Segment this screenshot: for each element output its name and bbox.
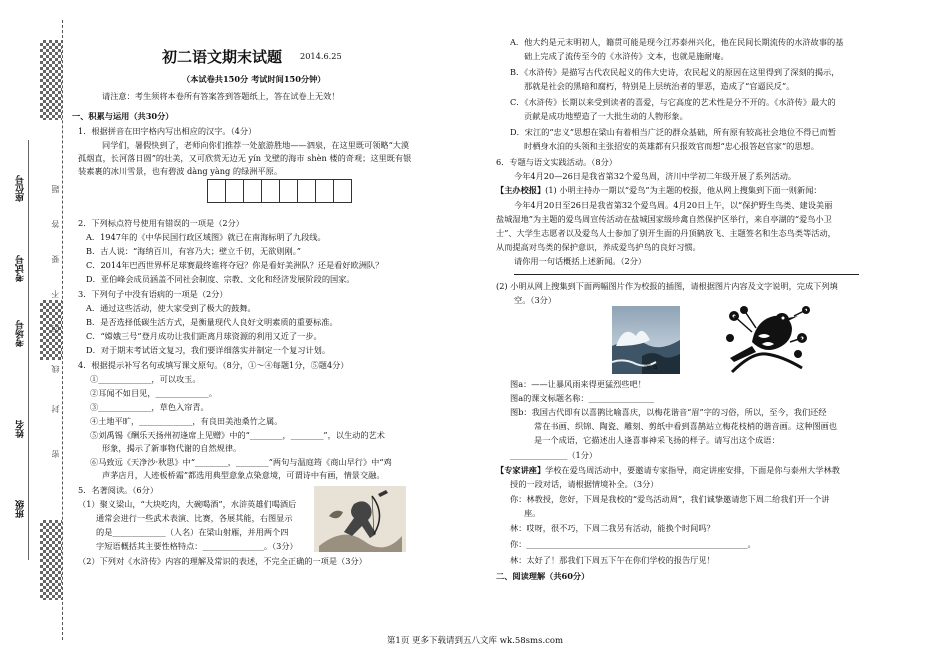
news-text: 今年4月20日至26日是我省第32个爱鸟周。4月20日上午，以“保护野生鸟类、建设美丽 (514, 200, 833, 210)
seal-char: 密 (51, 450, 60, 458)
dialogue-you: 你：林教授，您好，下周是我校的“爱鸟活动周”，我们诚挚邀请您下周二给我们开一个讲 (510, 494, 830, 504)
news-text: 盐城湿地”为主题的爱鸟周宣传活动在盐城国家级珍禽自然保护区举行，来自亭湖的“爱鸟小卫 (496, 214, 832, 224)
image-a-title-blank: 图a的课文标题名称：________________ (510, 393, 655, 403)
seal-char: 题 (51, 185, 60, 193)
option-d-cont: 时栖身水泊的头领和主张招安的英雄都有只报效官而想“忠心报答赵官家”的思想。 (524, 141, 819, 151)
option-d: D．对于期末考试语文复习，我们要详细落实并制定一个复习计划。 (86, 345, 331, 355)
expert-talk-item (496, 464, 840, 476)
question-5-1-text: 字短语概括其主要性格特点：_______________。（3分） (96, 541, 298, 551)
question-6-2: (2) 小明从网上搜集到下面两幅图片作为校报的插图，请根据图片内容及文字说明，完成下列填 (496, 281, 838, 291)
dialogue-lin: 林：太好了！那我们下周五下午在你们学校的报告厅见！ (510, 555, 715, 565)
question-5-1: （1）聚义梁山，“大块吃肉，大碗喝酒”，水浒英雄们喝酒后 (78, 499, 297, 509)
seal-char: 要 (51, 255, 60, 263)
checker-pattern (40, 520, 62, 600)
host-paper-text: (1) 小明主持办一期以“爱鸟”为主题的校报，他从网上搜集到下面一则新闻： (545, 185, 822, 195)
exam-subtitle: （本试卷共150分 考试时间150分钟） (182, 74, 326, 84)
fill-line (28, 140, 29, 560)
option-c: C．2014年巴西世界杯足球赛最终谁将夺冠？你是看好美洲队？还是看好欧洲队？ (86, 260, 384, 270)
option-c: C．《水浒传》长期以来受到读者的喜爱，与它高度的艺术性是分不开的。《水浒传》最大的 (510, 97, 836, 107)
fill-blank-4: ④土地平旷，_____________，有良田美池桑竹之属。 (90, 416, 283, 426)
fill-blank-5-cont: 形象，揭示了新事物代谢的自然规律。 (102, 443, 242, 453)
question-4: 4．根据提示补写名句或填写课文原句。（8分，①～④每题1分，⑤题4分） (78, 360, 349, 370)
option-b: B．是否选择低碳生活方式，是衡量现代人良好文明素质的重要标准。 (86, 317, 338, 327)
option-d: D．亚伯峰会成员涵盖不同社会制度、宗教、文化和经济发展阶段的国家。 (86, 274, 355, 284)
expert-talk-tag: 【专家讲座】 (496, 465, 546, 475)
seal-char: 答 (51, 220, 60, 228)
seal-line (62, 20, 63, 640)
option-c: C．“嫦娥三号”登月成功让我们距离月球资源的利用又近了一步。 (86, 331, 322, 341)
question-2: 2．下列标点符号使用有错误的一项是（2分） (78, 218, 244, 228)
option-d: D．宋江的“忠义”思想在梁山有着相当广泛的群众基础，所有原有较高社会地位不得已而暂 (510, 127, 837, 137)
image-b-text: 图b：我国古代即有以喜鹊比喻喜庆，以梅花谐音“眉”字的习俗，所以，至今，我们还经 (510, 407, 827, 417)
dialogue-you-cont: 座。 (524, 508, 541, 518)
page-footer: 第1页 更多下载请到五八文库 wk.58sms.com (386, 636, 564, 646)
idiom-blank: ______________（1分） (510, 450, 598, 460)
checker-pattern (40, 40, 62, 120)
expert-talk-text: 授的一段对话，请根据情境补全。（3分） (510, 479, 659, 489)
question-6: 6．专题与语文实践活动。（8分） (496, 157, 617, 167)
seal-char: 不 (51, 290, 60, 298)
seal-char: 封 (51, 405, 60, 413)
question-1: 1．根据拼音在田字格内写出相应的汉字。（4分） (78, 126, 257, 136)
news-text: 士”、大学生志愿者以及爱鸟人士参加了别开生面的丹顶鹤放飞、主题签名和生态鸟类等活动， (496, 228, 836, 238)
news-text: 从而提高对鸟类的保护意识，养成爱鸟护鸟的良好习惯。 (496, 242, 701, 252)
name-label: 姓名 (16, 420, 26, 438)
exam-notice: 请注意：考生须将本卷所有答案答到答题纸上，答在试卷上无效！ (102, 91, 340, 101)
fill-blank-1: ①_____________，可以攻玉。 (90, 374, 201, 384)
news-prompt: 请你用一句话概括上述新闻。（2分） (514, 256, 647, 266)
question-1-text: 孤烟直，长河落日圆”的壮美，又可欣赏无边无 yín 戈壁的海市 shèn 楼的奇观；这里既有银 (78, 153, 412, 163)
section-heading: 二、阅读理解（共60分） (496, 571, 590, 581)
option-b-cont: 那就是社会的黑暗和腐朽，特别是上层统治者的罪恶，造成了“官逼民反”。 (524, 81, 795, 91)
option-b: B．古人说：“海纳百川，有容乃大；壁立千仞，无欲则刚。” (86, 246, 301, 256)
image-b-text: 常在书画、织锦、陶瓷、雕刻、剪纸中看到喜鹊站立梅花枝梢的谐音画。这种图画也 (534, 421, 837, 431)
option-a-cont: 础上完成了流传至今的《水浒传》文本，也就是施耐庵。 (524, 51, 729, 61)
archer-illustration (314, 486, 406, 552)
expert-talk-text: 学校在爱鸟周活动中，要邀请专家指导，商定讲座安排，下面是你与泰州大学林教 (545, 465, 840, 475)
class-label: 班级 (16, 500, 26, 518)
fill-blank-6: ⑥马致远《天净沙·秋思》中“________，________”两句与温庭筠《商山早行》中“鸡 (90, 457, 392, 467)
option-b: B．《水浒传》是描写古代农民起义的伟大史诗，农民起义的原因在这里得到了深刻的揭示， (510, 67, 840, 77)
character-grid[interactable] (207, 179, 352, 203)
dialogue-lin: 林：哎呀，很不巧，下周二我另有活动，能换个时间吗？ (510, 523, 715, 533)
option-a: A．通过这些活动，使大家受到了极大的鼓舞。 (86, 303, 256, 313)
question-6-2-cont: 空。（3分） (514, 295, 557, 305)
image-a-caption: 图 a (644, 363, 658, 371)
right-column (494, 0, 914, 640)
seat-label: 座位号 (16, 175, 26, 202)
binding-strip (0, 0, 70, 658)
question-5-1-text: 通常会进行一些武术表演、比赛，各展其能，右图显示 (96, 513, 293, 523)
question-5-2: （2）下列对《水浒传》内容的理解及常识的表述，不完全正确的一项是（3分） (78, 556, 367, 566)
option-a: A．1947年的《中华民国行政区域图》就已在南海标明了九段线。 (86, 232, 326, 242)
image-b-text: 是一个成语，它描述出人逢喜事神采飞扬的样子。请写出这个成语： (534, 435, 780, 445)
page-title: 初二语文期末试题 (162, 48, 283, 66)
question-1-text: 同学们，暑假快到了，老师向你们推荐一处旅游胜地——泗泉，在这里既可领略“大漠 (102, 140, 410, 150)
question-1-text: 装素裹的冰川雪景，也有碧波 dàng yàng 的绿洲平原。 (78, 166, 283, 176)
exam-no-label: 考试号 (16, 255, 26, 282)
fill-blank-5: ⑤刘禹锡《酬乐天扬州初逢席上见赠》中的“________，________”，以生动的艺术 (90, 430, 385, 440)
question-3: 3．下列句子中没有语病的一项是（2分） (78, 289, 228, 299)
answer-line[interactable] (514, 274, 859, 275)
image-a-note: 图a：——让暴风雨来得更猛烈些吧！ (510, 379, 646, 389)
host-paper-tag: 【主办校报】 (496, 185, 546, 195)
host-paper-item (496, 184, 822, 196)
seal-char: 内 (51, 325, 60, 333)
exam-date: 2014.6.25 (300, 51, 342, 61)
section-heading: 一、积累与运用（共30分） (72, 111, 174, 121)
option-a: A．他大约是元末明初人，籍贯可能是现今江苏泰州兴化，他在民间长期流传的水浒故事的基 (510, 37, 844, 47)
dialogue-you-blank[interactable]: 你：______________________________________________________。 (510, 539, 756, 549)
question-6-text: 今年4月20—26日是我省第32个爱鸟周，济川中学初二年级开展了系列活动。 (514, 171, 797, 181)
option-c-cont: 贡献是成功地塑造了一大批生动的人物形象。 (524, 111, 688, 121)
left-column (72, 0, 482, 640)
question-5: 5．名著阅读。（6分） (78, 485, 159, 495)
exam-room-label: 考场号 (16, 320, 26, 347)
fill-blank-2: ②耳闻不如目见，_____________。 (90, 388, 217, 398)
magpie-plum-papercut (722, 302, 812, 374)
seal-char: 线 (51, 365, 60, 373)
fill-blank-3: ③_____________，草色入帘青。 (90, 402, 209, 412)
question-5-1-text: 的是_____________（人名）在梁山射雁，并用两个四 (96, 527, 289, 537)
fill-blank-6-cont: 声茅店月，人迹板桥霜”都选用典型意象点染意境，可谓诗中有画，情景交融。 (102, 470, 385, 480)
